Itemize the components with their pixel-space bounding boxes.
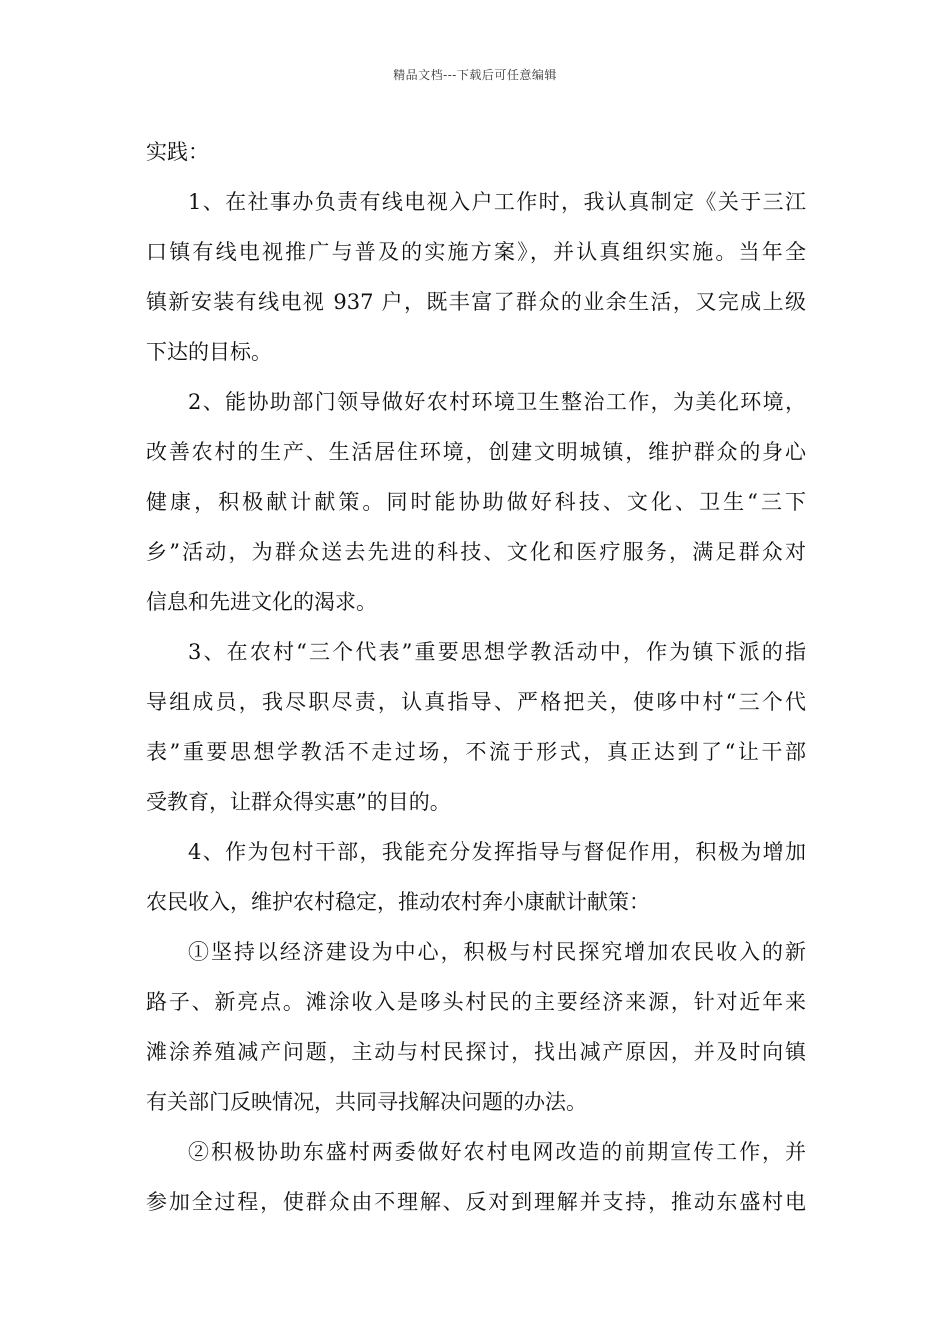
text-line: ②积极协助东盛村两委做好农村电网改造的前期宣传工作，并 (188, 1140, 806, 1164)
text-line: 2、能协助部门领导做好农村环境卫生整治工作，为美化环境， (188, 390, 806, 414)
text-line: 信息和先进文化的渴求。 (146, 590, 377, 614)
text-line: 表”重要思想学教活不走过场，不流于形式，真正达到了“让干部 (146, 740, 806, 764)
text-line: 健康，积极献计献策。同时能协助做好科技、文化、卫生“三下 (146, 490, 806, 514)
text-line: 受教育，让群众得实惠”的目的。 (146, 790, 451, 814)
text-line: 参加全过程，使群众由不理解、反对到理解并支持，推动东盛村电 (146, 1190, 806, 1214)
text-line: 农民收入，维护农村稳定，推动农村奔小康献计献策： (146, 890, 650, 914)
document-body (146, 127, 806, 1227)
text-line: 导组成员，我尽职尽责，认真指导、严格把关，使哆中村“三个代 (146, 690, 806, 714)
text-line: 滩涂养殖减产问题，主动与村民探讨，找出减产原因，并及时向镇 (146, 1040, 806, 1064)
text-line: ①坚持以经济建设为中心，积极与村民探究增加农民收入的新 (188, 940, 806, 964)
text-line: 口镇有线电视推广与普及的实施方案》，并认真组织实施。当年全 (146, 240, 806, 264)
text-line: 1、在社事办负责有线电视入户工作时，我认真制定《关于三江 (188, 190, 806, 214)
text-line: 下达的目标。 (146, 340, 272, 364)
text-line: 3、在农村“三个代表”重要思想学教活动中，作为镇下派的指 (188, 640, 806, 664)
text-line: 实践： (146, 140, 209, 164)
text-line: 改善农村的生产、生活居住环境，创建文明城镇，维护群众的身心 (146, 440, 806, 464)
text-line: 有关部门反映情况，共同寻找解决问题的办法。 (146, 1090, 587, 1114)
text-line: 镇新安装有线电视 937 户，既丰富了群众的业余生活，又完成上级 (146, 290, 806, 314)
text-line: 路子、新亮点。滩涂收入是哆头村民的主要经济来源，针对近年来 (146, 990, 806, 1014)
text-line: 4、作为包村干部，我能充分发挥指导与督促作用，积极为增加 (188, 840, 806, 864)
page-header: 精品文档---下载后可任意编辑 (393, 68, 557, 82)
text-line: 乡”活动，为群众送去先进的科技、文化和医疗服务，满足群众对 (146, 540, 806, 564)
